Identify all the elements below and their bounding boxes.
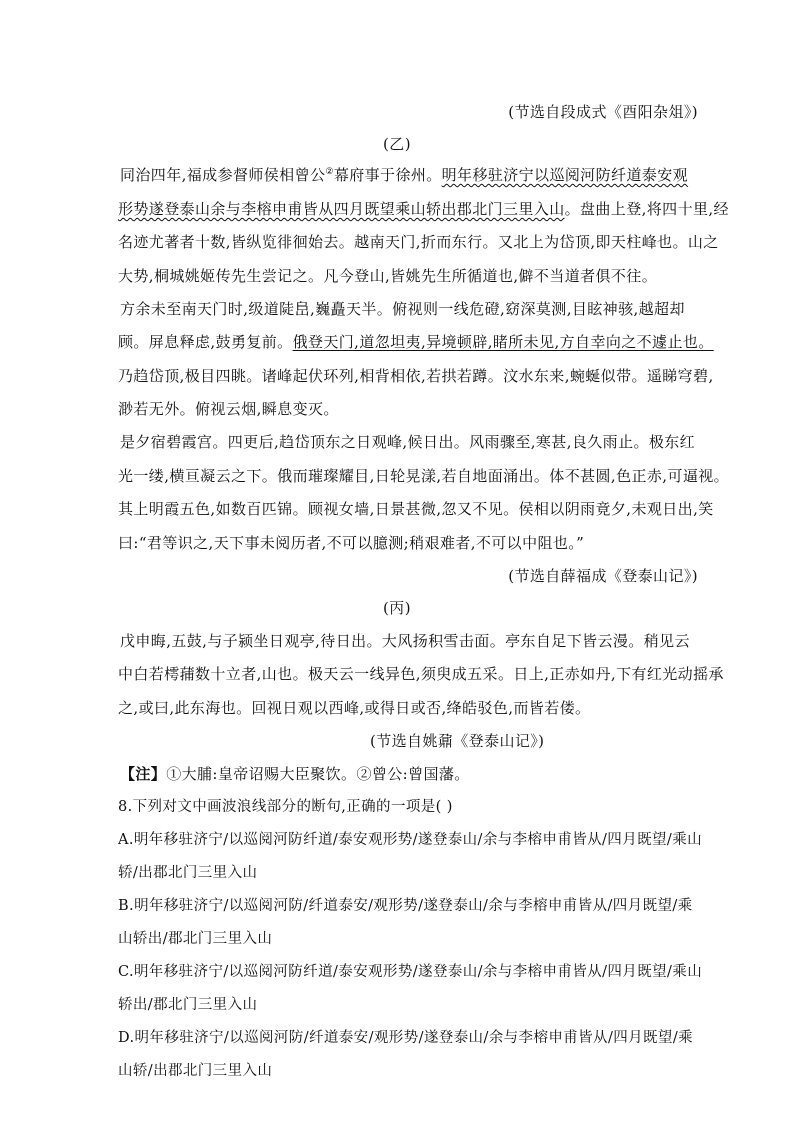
option-d-line2[interactable]: 山轿/出郡北门三里入山 <box>118 1063 273 1079</box>
note-label: 【注】 <box>120 765 167 783</box>
passage-b-p1-line4: 大势,桐城姚姬传先生尝记之。凡今登山,皆姚先生所循道也,僻不当道者俱不往。 <box>118 267 658 285</box>
source-citation-youyang: (节选自段成式《酉阳杂俎》) <box>508 103 698 121</box>
note-text: ①大脯:皇帝诏赐大臣聚饮。②曾公:曾国藩。 <box>166 765 470 783</box>
option-b-line2[interactable]: 山轿出/郡北门三里入山 <box>118 931 273 947</box>
passage-b-p2-line1: 方余未至南天门时,级道陡峊,巍矗天半。俯视则一线危磴,窈深莫测,目眩神骇,越超却 <box>120 300 685 318</box>
option-b-line1[interactable]: B.明年移驻济宁/以巡阅河防/纤道泰安/观形势/遂登泰山/余与李榕申甫皆从/四月既望/乘 <box>118 898 693 914</box>
passage-c-line1: 戊申晦,五鼓,与子颍坐日观亭,待日出。大风扬积雪击面。亭东自足下皆云漫。稍见云 <box>120 632 690 650</box>
passage-b-p2-line3: 乃趋岱顶,极目四眺。诸峰起伏环列,相背相依,若拱若蹲。汶水东来,蜿蜒似带。遥睇穹碧, <box>118 367 714 385</box>
passage-b-p3-line1: 是夕宿碧霞宫。四更后,趋岱顶东之日观峰,候日出。风雨骤至,寒甚,良久雨止。极东红 <box>120 433 696 451</box>
option-c-line2[interactable]: 轿出/郡北门三里入山 <box>118 997 258 1013</box>
passage-b-p2-line4: 渺若无外。俯视云烟,瞬息变灭。 <box>118 400 339 418</box>
underlined-text: 俄登天门,道忽坦夷,异境顿辟,睹所未见,方自幸向之不遽止也。 <box>292 333 714 351</box>
option-c-line1[interactable]: C.明年移驻济宁/以巡阅河防纤道/泰安观形势/遂登泰山/余与李榕申甫皆从/四月既望/乘山 <box>118 964 703 980</box>
section-c-title: (丙) <box>383 599 411 617</box>
wavy-underlined-text: 明年移驻济宁以巡阅河防纤道泰安观 <box>441 166 689 184</box>
option-d-line1[interactable]: D.明年移驻济宁/以巡阅河防/纤道泰安/观形势/遂登泰山/余与李榕申甫皆从/四月既望/乘 <box>118 1030 694 1046</box>
source-citation-yao: (节选自姚鼐《登泰山记》) <box>370 732 545 750</box>
passage-c-line3: 之,或曰,此东海也。回视日观以西峰,或得日或否,绛皓驳色,而皆若偻。 <box>118 699 591 717</box>
option-a-line2[interactable]: 轿/出郡北门三里入山 <box>118 865 258 881</box>
question-stem: 8.下列对文中画波浪线部分的断句,正确的一项是( ) <box>118 799 453 815</box>
passage-b-p1-line2: 形势遂登泰山余与李榕申甫皆从四月既望乘山轿出郡北门三里入山。盘曲上登,将四十里,经 <box>118 200 729 218</box>
footnote-marker: ② <box>325 167 334 177</box>
passage-b-p1-line1: 同治四年,福成参督师侯相曾公②幕府事于徐州。明年移驻济宁以巡阅河防纤道泰安观 <box>120 166 689 184</box>
passage-b-p3-line2: 光一缕,横亘凝云之下。俄而璀璨耀目,日轮晃漾,若自地面涌出。体不甚圆,色正赤,可逼视。 <box>118 467 730 485</box>
passage-b-p1-line3: 名迹尤著者十数,皆纵览徘徊始去。越南天门,折而东行。又北上为岱顶,即天柱峰也。山之 <box>118 233 719 251</box>
passage-b-p3-line4: 曰:“君等识之,天下事未阅历者,不可以臆测;稍艰难者,不可以中阻也。” <box>118 534 585 552</box>
option-a-line1[interactable]: A.明年移驻济宁/以巡阅河防纤道/泰安观形势/遂登泰山/余与李榕申甫皆从/四月既望/乘山 <box>118 832 702 848</box>
wavy-underlined-text: 形势遂登泰山余与李榕申甫皆从四月既望乘山轿出郡北门三里入山 <box>118 200 565 218</box>
passage-c-line2: 中白若樗蒱数十立者,山也。极天云一线异色,须臾成五采。日上,正赤如丹,下有红光动摇承 <box>118 665 724 683</box>
source-citation-xue: (节选自薛福成《登泰山记》) <box>508 567 698 585</box>
footnote <box>120 764 470 784</box>
passage-b-p2-line2: 顾。屏息释虑,鼓勇复前。俄登天门,道忽坦夷,异境顿辟,睹所未见,方自幸向之不遽止也。 <box>118 333 714 351</box>
section-b-title: (乙) <box>383 135 411 153</box>
passage-b-p3-line3: 其上明霞五色,如数百匹锦。顾视女墙,日景甚微,忽又不见。侯相以阴雨竟夕,未观日出,笑 <box>118 500 714 518</box>
